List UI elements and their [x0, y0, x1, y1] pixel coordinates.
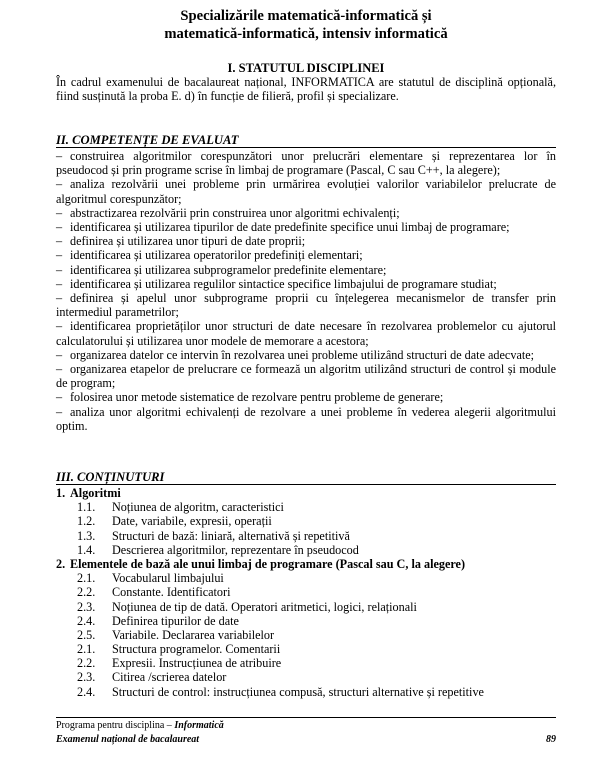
section-2-heading: II. COMPETENȚE DE EVALUAT [56, 133, 239, 147]
content-item [56, 685, 556, 699]
competency-item [56, 149, 556, 177]
content-item-number: 1.2. [77, 514, 96, 529]
content-item-text: Descrierea algoritmilor, reprezentare în pseudocod [112, 542, 359, 557]
content-item [56, 642, 556, 656]
footer-subject: Informatică [174, 720, 224, 731]
competency-text: identificarea și utilizarea subprogramelor predefinite elementare; [70, 262, 387, 277]
dash-marker: – [56, 291, 63, 306]
competency-text: analiza unor algoritmi echivalenți de rezolvare a unei probleme în vederea alegerii algoritmului optim. [56, 404, 556, 433]
section-1-heading: I. STATUTUL DISCIPLINEI [227, 61, 385, 75]
content-item-text: Structura programelor. Comentarii [112, 642, 281, 657]
content-item [56, 585, 556, 599]
competency-item [56, 291, 556, 319]
content-item-text: Constante. Identificatori [112, 585, 231, 600]
page-number: 89 [546, 734, 556, 745]
chapter-heading [56, 486, 556, 500]
content-item [56, 543, 556, 557]
dash-marker: – [56, 205, 63, 220]
section-1-body: În cadrul examenului de bacalaureat național, INFORMATICA are statutul de disciplină opțională, fiind susținută la proba E. d) în funcție de filieră, profil și specializare. [56, 75, 556, 104]
content-item-number: 2.5. [77, 627, 96, 642]
content-item-number: 2.3. [77, 670, 96, 685]
competency-item [56, 277, 556, 291]
footer-divider [56, 717, 556, 718]
content-item-text: Variabile. Declararea variabilelor [112, 627, 275, 642]
competency-text: analiza rezolvării unei probleme prin urmărirea evoluției valorilor variabilelor prelucrate de algoritmul corespunzător; [56, 177, 556, 206]
content-item-text: Vocabularul limbajului [112, 571, 224, 586]
content-item-number: 1.4. [77, 542, 96, 557]
dash-marker: – [56, 177, 63, 192]
section-2-underline [56, 147, 556, 148]
content-item [56, 529, 556, 543]
competency-text: identificarea proprietăților unor structuri de date necesare în rezolvarea problemelor cu ajutorul calculatorului și utilizarea unor modele de memorare a acestora; [56, 319, 556, 348]
content-item-text: Definirea tipurilor de date [112, 613, 239, 628]
competency-text: organizarea etapelor de prelucrare ce formează un algoritm utilizând structuri de control și module de program; [56, 362, 556, 391]
content-item-text: Citirea /scrierea datelor [112, 670, 227, 685]
content-item-text: Expresii. Instrucțiunea de atribuire [112, 656, 282, 671]
content-item [56, 514, 556, 528]
competency-text: identificarea și utilizarea operatorilor predefiniți elementari; [70, 248, 363, 263]
content-item [56, 614, 556, 628]
dash-marker: – [56, 248, 63, 263]
content-item-number: 2.1. [77, 642, 96, 657]
competency-item [56, 234, 556, 248]
content-item-number: 2.1. [77, 571, 96, 586]
dash-marker: – [56, 347, 63, 362]
content-item-number: 2.3. [77, 599, 96, 614]
dash-marker: – [56, 220, 63, 235]
competency-item [56, 206, 556, 220]
dash-marker: – [56, 319, 63, 334]
content-item-number: 2.2. [77, 585, 96, 600]
content-item-number: 1.1. [77, 500, 96, 515]
content-item [56, 628, 556, 642]
competency-item [56, 348, 556, 362]
content-item-text: Date, variabile, expresii, operații [112, 514, 272, 529]
competency-text: identificarea și utilizarea regulilor sintactice specifice limbajului de programare studiat; [70, 276, 497, 291]
competency-item [56, 362, 556, 390]
chapter-title: Elementele de bază ale unui limbaj de programare (Pascal sau C, la alegere) [70, 556, 466, 571]
content-item [56, 670, 556, 684]
content-item-text: Noțiunea de algoritm, caracteristici [112, 500, 284, 515]
chapter-title: Algoritmi [70, 486, 121, 500]
content-item-number: 2.2. [77, 656, 96, 671]
footer-exam-name: Examenul național de bacalaureat [56, 734, 200, 745]
competencies-list [56, 149, 556, 433]
dash-marker: – [56, 149, 63, 163]
competency-text: definirea și utilizarea unor tipuri de date proprii; [70, 234, 306, 249]
content-item-number: 2.4. [77, 684, 96, 699]
chapter-number: 2. [56, 556, 66, 571]
dash-marker: – [56, 404, 63, 419]
competency-text: construirea algoritmilor corespunzători unor prelucrări elementare și reprezentarea lor în pseudocod și prin programe scrise în limbaj de programare (Pascal, C sau C++, la alegere); [56, 149, 556, 178]
content-item [56, 656, 556, 670]
competency-text: organizarea datelor ce intervin în rezolvarea unei probleme utilizând structuri de date adecvate; [70, 347, 535, 362]
dash-marker: – [56, 276, 63, 291]
content-item-text: Structuri de bază: liniară, alternativă și repetitivă [112, 528, 350, 543]
competency-text: identificarea și utilizarea tipurilor de date predefinite specifice unui limbaj de programare; [70, 220, 510, 235]
content-item [56, 571, 556, 585]
competency-item [56, 177, 556, 205]
dash-marker: – [56, 362, 63, 377]
content-item [56, 600, 556, 614]
competency-item [56, 319, 556, 347]
competency-item [56, 248, 556, 262]
competency-item [56, 405, 556, 433]
content-item-number: 1.3. [77, 528, 96, 543]
competency-item [56, 220, 556, 234]
competency-text: folosirea unor metode sistematice de rezolvare pentru probleme de generare; [70, 390, 444, 405]
competency-text: definirea și apelul unor subprograme proprii cu înțelegerea mecanismelor de transfer prin intermediul parametrilor; [56, 291, 556, 320]
content-item-number: 2.4. [77, 613, 96, 628]
dash-marker: – [56, 390, 63, 405]
footer-program-line [56, 720, 224, 732]
section-3-underline [56, 484, 556, 485]
document-title-line-1: Specializările matematică-informatică și [180, 8, 432, 24]
content-item-text: Structuri de control: instrucțiunea compusă, structuri alternative și repetitive [112, 684, 484, 699]
dash-marker: – [56, 234, 63, 249]
competency-item [56, 390, 556, 404]
dash-marker: – [56, 262, 63, 277]
competency-item [56, 263, 556, 277]
document-title-line-2: matematică-informatică, intensiv informatică [164, 26, 448, 42]
contents-list [56, 486, 556, 699]
competency-text: abstractizarea rezolvării prin construirea unor algoritmi echivalenți; [70, 205, 400, 220]
content-item [56, 500, 556, 514]
content-item-text: Noțiunea de tip de dată. Operatori aritmetici, logici, relaționali [112, 599, 417, 614]
footer-program-prefix: Programa pentru disciplina – [56, 720, 175, 731]
section-3-heading: III. CONȚINUTURI [56, 470, 165, 484]
chapter-number: 1. [56, 486, 66, 500]
chapter-heading [56, 557, 556, 571]
